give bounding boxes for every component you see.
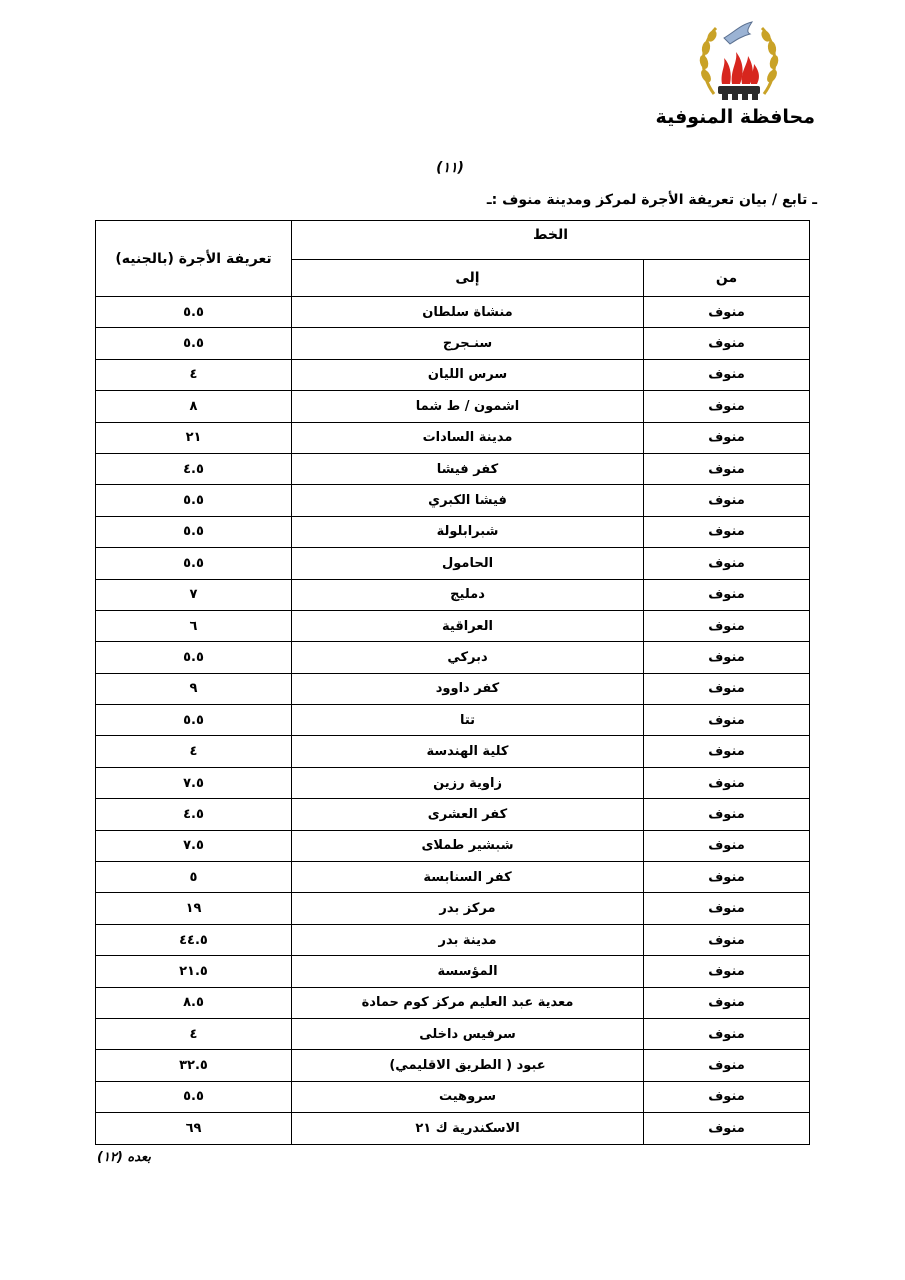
page-number: (١١): [436, 160, 464, 176]
table-row: [96, 485, 810, 516]
to-cell: تتا: [292, 705, 644, 736]
table-row: [96, 391, 810, 422]
from-cell: منوف: [644, 1018, 810, 1049]
from-header: من: [644, 260, 810, 297]
to-cell: دبركي: [292, 642, 644, 673]
to-cell: معدية عبد العليم مركز كوم حمادة: [292, 987, 644, 1018]
from-cell: منوف: [644, 1050, 810, 1081]
from-cell: منوف: [644, 610, 810, 641]
from-cell: منوف: [644, 548, 810, 579]
governorate-logo: [655, 14, 815, 134]
fare-cell: ٥.٥: [96, 516, 292, 547]
fare-cell: ٤: [96, 736, 292, 767]
fare-cell: ٤٤.٥: [96, 924, 292, 955]
to-cell: الحامول: [292, 548, 644, 579]
fare-cell: ٤.٥: [96, 453, 292, 484]
continued-note: بعده (١٢): [97, 1150, 151, 1165]
from-cell: منوف: [644, 862, 810, 893]
fare-cell: ٤.٥: [96, 799, 292, 830]
to-cell: اشمون / ط شما: [292, 391, 644, 422]
table-row: [96, 673, 810, 704]
table-row: [96, 1081, 810, 1112]
fare-cell: ٦٩: [96, 1113, 292, 1144]
table-row: [96, 1018, 810, 1049]
fare-cell: ٥.٥: [96, 328, 292, 359]
to-cell: العراقية: [292, 610, 644, 641]
from-cell: منوف: [644, 579, 810, 610]
table-row: [96, 548, 810, 579]
fare-cell: ٥.٥: [96, 705, 292, 736]
fare-cell: ٥: [96, 862, 292, 893]
from-cell: منوف: [644, 359, 810, 390]
table-row: [96, 924, 810, 955]
org-name: محافظة المنوفية: [655, 106, 815, 128]
to-cell: سرس الليان: [292, 359, 644, 390]
governorate-emblem-icon: [694, 14, 784, 106]
table-row: [96, 610, 810, 641]
fare-cell: ٥.٥: [96, 297, 292, 328]
table-row: [96, 830, 810, 861]
table-row: [96, 767, 810, 798]
to-cell: كفر العشرى: [292, 799, 644, 830]
fare-header: تعريفة الأجرة (بالجنيه): [96, 221, 292, 297]
fare-table: [95, 220, 810, 1145]
table-row: [96, 1113, 810, 1144]
from-cell: منوف: [644, 642, 810, 673]
to-cell: مدينة السادات: [292, 422, 644, 453]
from-cell: منوف: [644, 987, 810, 1018]
table-row: [96, 893, 810, 924]
from-cell: منوف: [644, 297, 810, 328]
to-cell: كفر السنابسة: [292, 862, 644, 893]
fare-cell: ٥.٥: [96, 485, 292, 516]
fare-cell: ٢١.٥: [96, 956, 292, 987]
to-cell: فيشا الكبري: [292, 485, 644, 516]
table-row: [96, 579, 810, 610]
from-cell: منوف: [644, 1113, 810, 1144]
from-cell: منوف: [644, 767, 810, 798]
from-cell: منوف: [644, 453, 810, 484]
to-cell: كفر فيشا: [292, 453, 644, 484]
fare-cell: ٣٢.٥: [96, 1050, 292, 1081]
fare-cell: ٢١: [96, 422, 292, 453]
table-row: [96, 705, 810, 736]
to-header: إلى: [292, 260, 644, 297]
to-cell: شبرابلولة: [292, 516, 644, 547]
from-cell: منوف: [644, 673, 810, 704]
fare-cell: ٦: [96, 610, 292, 641]
document-subtitle: ـ تابع / بيان تعريفة الأجرة لمركز ومدينة منوف :ـ: [486, 192, 817, 208]
fare-cell: ٥.٥: [96, 642, 292, 673]
table-row: [96, 516, 810, 547]
table-row: [96, 736, 810, 767]
fare-cell: ٥.٥: [96, 548, 292, 579]
fare-cell: ٧.٥: [96, 767, 292, 798]
table-row: [96, 956, 810, 987]
from-cell: منوف: [644, 956, 810, 987]
table-row: [96, 328, 810, 359]
to-cell: مدينة بدر: [292, 924, 644, 955]
to-cell: منشاة سلطان: [292, 297, 644, 328]
from-cell: منوف: [644, 391, 810, 422]
to-cell: شبشير طملاى: [292, 830, 644, 861]
fare-cell: ١٩: [96, 893, 292, 924]
to-cell: زاوية رزين: [292, 767, 644, 798]
to-cell: مركز بدر: [292, 893, 644, 924]
table-row: [96, 359, 810, 390]
table-row: [96, 987, 810, 1018]
fare-cell: ٧: [96, 579, 292, 610]
fare-cell: ٧.٥: [96, 830, 292, 861]
fare-cell: ٩: [96, 673, 292, 704]
fare-cell: ٤: [96, 359, 292, 390]
table-row: [96, 453, 810, 484]
table-row: [96, 422, 810, 453]
table-header-row: [96, 221, 810, 260]
from-cell: منوف: [644, 422, 810, 453]
to-cell: سرفيس داخلى: [292, 1018, 644, 1049]
fare-table-body: [96, 297, 810, 1145]
from-cell: منوف: [644, 893, 810, 924]
table-row: [96, 642, 810, 673]
from-cell: منوف: [644, 830, 810, 861]
line-header: الخط: [292, 221, 810, 260]
to-cell: المؤسسة: [292, 956, 644, 987]
from-cell: منوف: [644, 485, 810, 516]
from-cell: منوف: [644, 1081, 810, 1112]
to-cell: كفر داوود: [292, 673, 644, 704]
fare-cell: ٨: [96, 391, 292, 422]
table-row: [96, 862, 810, 893]
table-row: [96, 799, 810, 830]
table-row: [96, 297, 810, 328]
from-cell: منوف: [644, 799, 810, 830]
fare-cell: ٥.٥: [96, 1081, 292, 1112]
table-row: [96, 1050, 810, 1081]
fare-cell: ٨.٥: [96, 987, 292, 1018]
to-cell: سنـجرج: [292, 328, 644, 359]
from-cell: منوف: [644, 924, 810, 955]
to-cell: دمليج: [292, 579, 644, 610]
from-cell: منوف: [644, 516, 810, 547]
to-cell: عبود ( الطريق الاقليمي): [292, 1050, 644, 1081]
from-cell: منوف: [644, 736, 810, 767]
to-cell: سروهيت: [292, 1081, 644, 1112]
from-cell: منوف: [644, 705, 810, 736]
fare-cell: ٤: [96, 1018, 292, 1049]
from-cell: منوف: [644, 328, 810, 359]
to-cell: الاسكندرية ك ٢١: [292, 1113, 644, 1144]
to-cell: كلية الهندسة: [292, 736, 644, 767]
